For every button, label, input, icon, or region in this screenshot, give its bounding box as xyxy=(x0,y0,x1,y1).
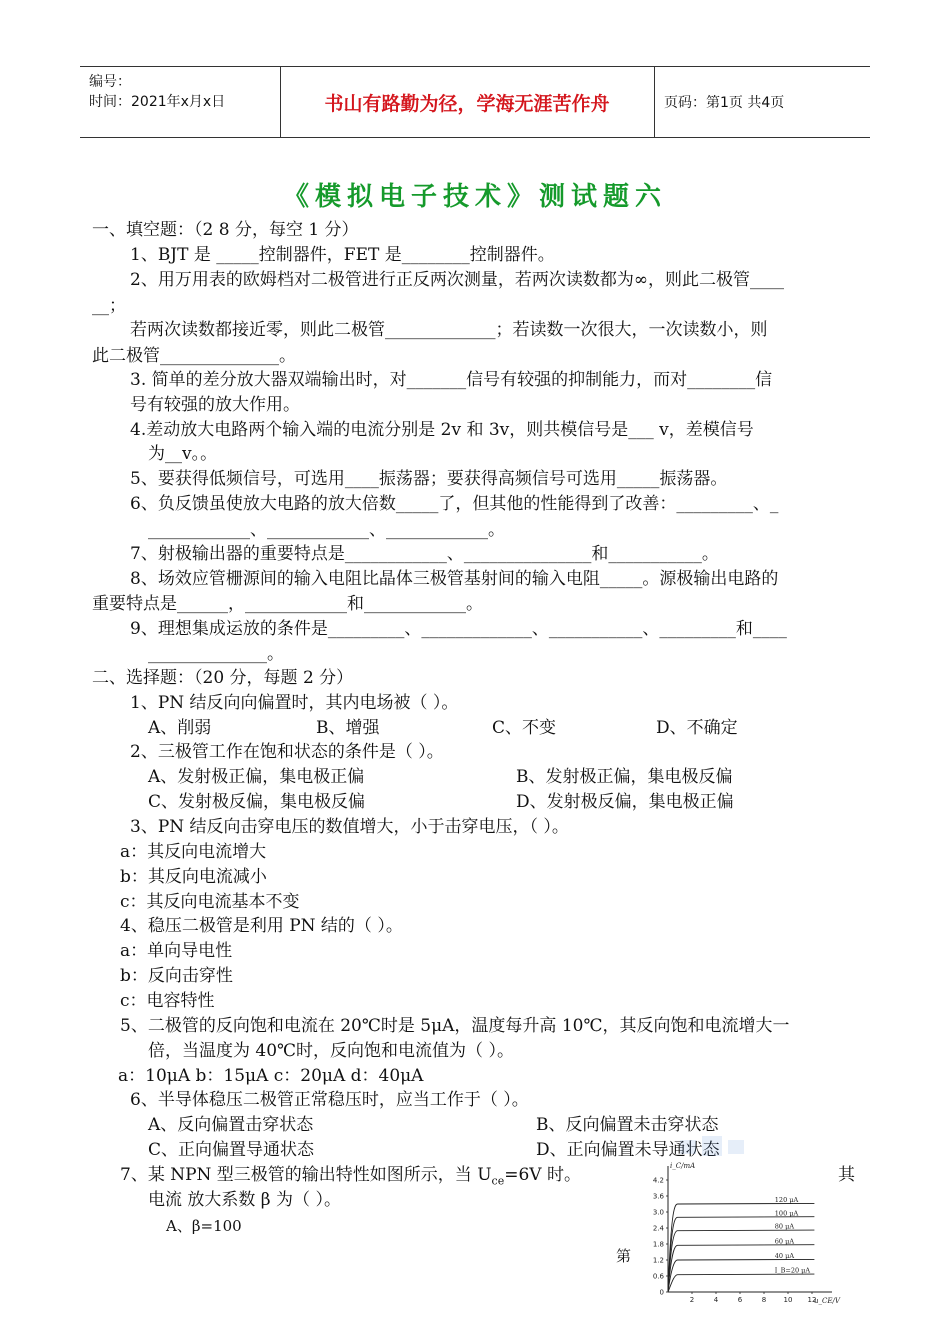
y-tick-label: 1.8 xyxy=(652,1240,664,1249)
question-text: ______________。 xyxy=(148,644,284,664)
document-header xyxy=(80,66,870,138)
date-label: 时间：2021年x月x日 xyxy=(89,94,226,110)
question-text: __； xyxy=(92,296,126,316)
curve-label: 100 μA xyxy=(774,1209,799,1218)
characteristic-curve xyxy=(668,1259,814,1292)
question-text: 电流 放大系数 β 为（ ）。 xyxy=(148,1190,341,1210)
section-heading: 二、选择题：（20 分，每题 2 分） xyxy=(92,668,354,688)
question-text: 5、要获得低频信号，可选用____振荡器；要获得高频信号可选用_____振荡器。 xyxy=(130,469,728,489)
y-tick-label: 2.4 xyxy=(652,1224,664,1233)
question-text-part: 7、某 NPN 型三极管的输出特性如图所示，当 U xyxy=(120,1165,492,1185)
question-text: 2、三极管工作在饱和状态的条件是（ ）。 xyxy=(130,742,444,762)
code-label: 编号： xyxy=(89,74,131,90)
question-text: 2、用万用表的欧姆档对二极管进行正反两次测量，若两次读数都为∞，则此二极管____ xyxy=(130,270,784,290)
question-text: 6、负反馈虽使放大电路的放大倍数_____了，但其他的性能得到了改善：_________、_ xyxy=(130,494,779,514)
curve-label: 120 μA xyxy=(774,1196,799,1204)
question-text: 6、半导体稳压二极管正常稳压时，应当工作于（ ）。 xyxy=(130,1090,529,1110)
option-b: B、反向偏置未击穿状态 xyxy=(536,1115,719,1135)
subscript: ce xyxy=(491,1174,505,1188)
question-text: 9、理想集成运放的条件是_________、_____________、___________、_________和____ xyxy=(130,619,787,639)
option-b: B、发射极正偏，集电极反偏 xyxy=(516,767,733,787)
y-axis-label: i_C/mA xyxy=(670,1162,696,1170)
question-text: 8、场效应管栅源间的输入电阻比晶体三极管基射间的输入电阻_____。源极输出电路的 xyxy=(130,569,779,589)
option-row: a：10μA b：15μA c：20μA d：40μA xyxy=(118,1066,424,1086)
header-motto: 书山有路勤为径，学海无涯苦作舟 xyxy=(324,92,610,115)
characteristic-curve xyxy=(668,1274,814,1292)
x-tick-label: 8 xyxy=(761,1296,767,1304)
header-meta xyxy=(89,72,225,112)
question-text: 此二极管______________。 xyxy=(92,346,296,366)
curve-label: 80 μA xyxy=(774,1222,795,1231)
x-tick-label: 10 xyxy=(783,1296,793,1304)
question-text xyxy=(120,1165,581,1191)
x-tick-label: 4 xyxy=(713,1296,719,1304)
question-text-part: =6V 时。 xyxy=(504,1165,581,1185)
x-axis-label: u_CE/V xyxy=(814,1297,840,1305)
question-text: 3. 简单的差分放大器双端输出时，对_______信号有较强的抑制能力，而对________信 xyxy=(130,370,773,390)
question-text: 其 xyxy=(838,1165,855,1185)
y-tick-label: 3.6 xyxy=(652,1192,664,1201)
option-c: c：其反向电流基本不变 xyxy=(120,892,300,912)
y-tick-label: 0 xyxy=(659,1288,664,1297)
question-text: 号有较强的放大作用。 xyxy=(130,395,300,415)
option-b: B、增强 xyxy=(316,718,380,738)
question-text: 4.差动放大电路两个输入端的电流分别是 2v 和 3v，则共模信号是___ v，差模信号 xyxy=(130,420,754,440)
question-text: ____________、____________、____________。 xyxy=(148,520,505,540)
x-tick-label: 12 xyxy=(807,1296,817,1304)
page-title: 《模拟电子技术》测试题六 xyxy=(282,182,667,212)
option-c: C、正向偏置导通状态 xyxy=(148,1140,315,1160)
y-tick-label: 0.6 xyxy=(652,1272,664,1281)
option-b: b：其反向电流减小 xyxy=(120,867,267,887)
question-text: 3、PN 结反向击穿电压的数值增大，小于击穿电压，（ ）。 xyxy=(130,817,569,837)
question-text: 重要特点是______，____________和____________。 xyxy=(92,594,483,614)
y-tick-label: 4.2 xyxy=(652,1176,664,1185)
option-c: C、不变 xyxy=(492,718,557,738)
x-tick-label: 6 xyxy=(737,1296,743,1304)
option-d: D、不确定 xyxy=(656,718,738,738)
y-tick-label: 3.0 xyxy=(652,1208,664,1217)
option-a: A、削弱 xyxy=(148,718,212,738)
page-number: 页码：第1页 共4页 xyxy=(664,95,785,111)
header-divider xyxy=(654,67,655,137)
option-c: C、发射极反偏，集电极反偏 xyxy=(148,792,366,812)
question-text: 1、PN 结反向向偏置时，其内电场被（ ）。 xyxy=(130,693,459,713)
curve-label: I_B=20 μA xyxy=(774,1266,811,1275)
question-text: 7、射极输出器的重要特点是____________、_______________和___________。 xyxy=(130,544,719,564)
option-d: D、正向偏置未导通状态 xyxy=(536,1140,720,1160)
output-characteristic-figure xyxy=(634,1160,844,1308)
option-a: a：单向导电性 xyxy=(120,941,233,961)
figure-curves xyxy=(668,1196,814,1292)
option-b: b：反向击穿性 xyxy=(120,966,233,986)
curve-label: 40 μA xyxy=(774,1252,795,1260)
option-a: A、β=100 xyxy=(166,1217,242,1235)
question-text: 为__v。。 xyxy=(148,444,218,464)
figure-axes xyxy=(653,1162,841,1305)
x-tick-label: 2 xyxy=(689,1296,695,1304)
curve-label: 60 μA xyxy=(774,1237,795,1246)
question-text: 5、二极管的反向饱和电流在 20℃时是 5μA，温度每升高 10℃，其反向饱和电流增大一 xyxy=(120,1016,790,1036)
option-a: A、反向偏置击穿状态 xyxy=(148,1115,314,1135)
option-a: A、发射极正偏，集电极正偏 xyxy=(148,767,365,787)
option-c: c：电容特性 xyxy=(120,991,215,1011)
page-footer: 第 xyxy=(616,1247,632,1265)
question-text: 若两次读数都接近零，则此二极管_____________；若读数一次很大，一次读数小，则 xyxy=(130,320,768,340)
y-tick-label: 1.2 xyxy=(652,1256,664,1265)
question-text: 4、稳压二极管是利用 PN 结的（ ）。 xyxy=(120,916,403,936)
question-text: 倍，当温度为 40℃时，反向饱和电流值为（ ）。 xyxy=(148,1041,514,1061)
option-a: a：其反向电流增大 xyxy=(120,842,267,862)
section-heading: 一、填空题：（2 8 分，每空 1 分） xyxy=(92,220,359,240)
watermark-icon xyxy=(678,1132,748,1162)
option-d: D、发射极反偏，集电极正偏 xyxy=(516,792,734,812)
question-text: 1、BJT 是 _____控制器件，FET 是________控制器件。 xyxy=(130,245,555,265)
